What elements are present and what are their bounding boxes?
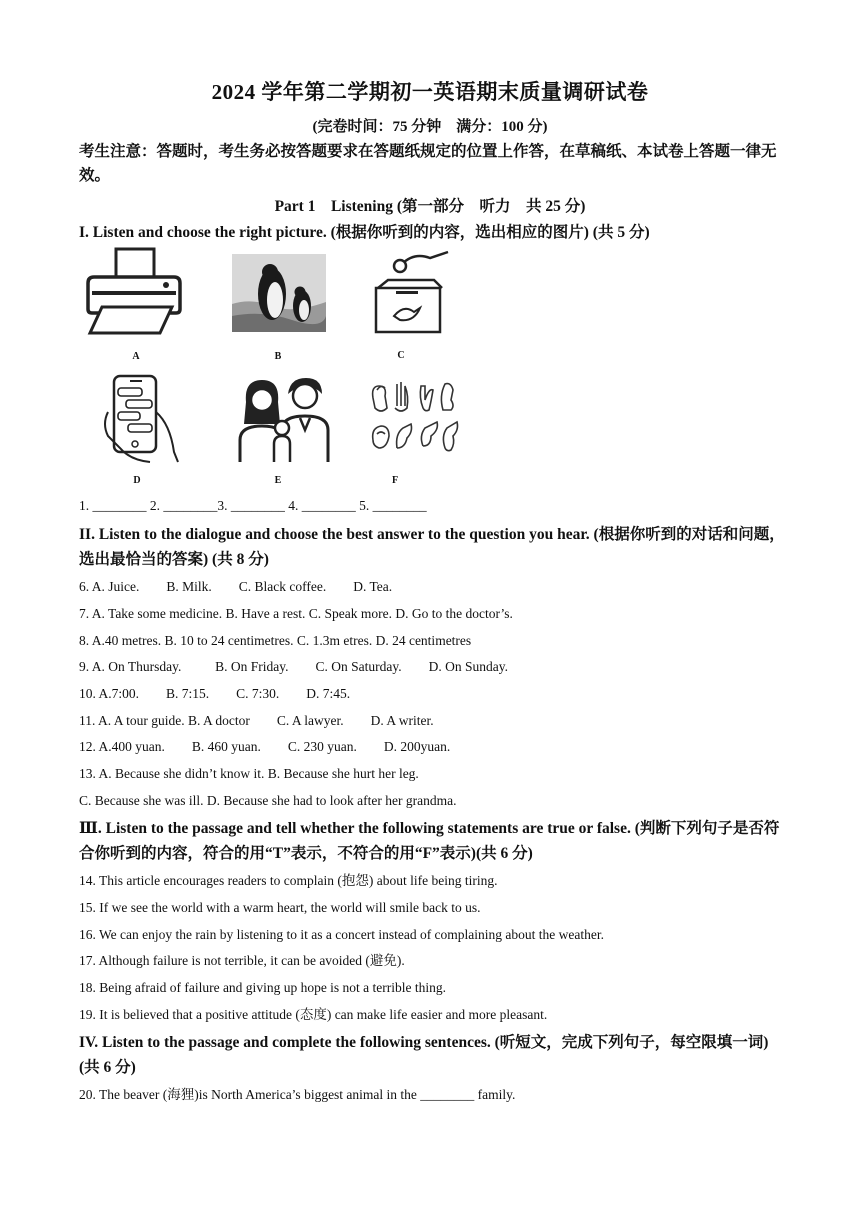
donation-box-icon bbox=[370, 250, 450, 336]
picture-label-d: D bbox=[133, 475, 141, 486]
section3-heading: Ⅲ. Listen to the passage and tell whether the following statements are true or false. (判断下列句子是否符合你听到的内容，符合的用“T”表示，不符合的用“F”表示)(共 6 分) bbox=[79, 820, 780, 862]
section1-heading: I. Listen and choose the right picture. (根据你听到的内容，选出相应的图片) (共 5 分) bbox=[79, 224, 650, 241]
statement-14: 14. This article encourages readers to complain (抱怨) about life being tiring. bbox=[79, 873, 498, 888]
picture-label-f: F bbox=[391, 475, 399, 486]
statement-15: 15. If we see the world with a warm heart, the world will smile back to us. bbox=[79, 900, 481, 915]
phone-chat-icon bbox=[100, 372, 184, 464]
question-8: 8. A.40 metres. B. 10 to 24 centimetres. C. 1.3m etres. D. 24 centimetres bbox=[79, 633, 472, 648]
printer-icon bbox=[84, 247, 184, 337]
question-9: 9. A. On Thursday. B. On Friday. C. On Saturday. D. On Sunday. bbox=[79, 659, 508, 674]
question-11: 11. A. A tour guide. B. A doctor C. A lawyer. D. A writer. bbox=[79, 713, 434, 728]
picture-label-c: C bbox=[397, 350, 405, 361]
sentence-20: 20. The beaver (海狸)is North America’s biggest animal in the ________ family. bbox=[79, 1087, 516, 1102]
question-13: 13. A. Because she didn’t know it. B. Because she hurt her leg. bbox=[79, 766, 419, 781]
picture-label-e: E bbox=[274, 475, 282, 486]
statement-18: 18. Being afraid of failure and giving up hope is not a terrible thing. bbox=[79, 980, 447, 995]
penguins-icon bbox=[232, 254, 326, 332]
exam-notice: 考生注意：答题时，考生务必按答题要求在答题纸规定的位置上作答，在草稿纸、本试卷上答题一律无效。 bbox=[79, 143, 777, 184]
question-6: 6. A. Juice. B. Milk. C. Black coffee. D. Tea. bbox=[79, 579, 393, 594]
statement-16: 16. We can enjoy the rain by listening to it as a concert instead of complaining about the weather. bbox=[79, 927, 605, 942]
section2-heading: II. Listen to the dialogue and choose the best answer to the question you hear. (根据你听到的对话和问题，选出最恰当的答案) (共 8 分) bbox=[79, 526, 785, 568]
part1-heading: Part 1 Listening (第一部分 听力 共 25 分) bbox=[274, 198, 586, 215]
question-10: 10. A.7:00. B. 7:15. C. 7:30. D. 7:45. bbox=[79, 686, 351, 701]
question-7: 7. A. Take some medicine. B. Have a rest. C. Speak more. D. Go to the doctor’s. bbox=[79, 606, 513, 621]
exam-title: 2024 学年第二学期初一英语期末质量调研试卷 bbox=[211, 80, 649, 104]
exam-subtitle: (完卷时间：75 分钟 满分：100 分) bbox=[312, 119, 548, 135]
section1-answer-blanks: 1. ________ 2. ________3. ________ 4. ________ 5. ________ bbox=[79, 498, 427, 513]
statement-17: 17. Although failure is not terrible, it can be avoided (避免). bbox=[79, 953, 405, 968]
section4-heading: IV. Listen to the passage and complete the following sentences. (听短文，完成下列句子，每空限填一词) (共 6 分) bbox=[79, 1034, 769, 1076]
sign-language-icon bbox=[367, 378, 463, 458]
statement-19: 19. It is believed that a positive attitude (态度) can make life easier and more pleasant. bbox=[79, 1007, 548, 1022]
picture-label-b: B bbox=[274, 351, 282, 362]
question-12: 12. A.400 yuan. B. 460 yuan. C. 230 yuan. D. 200yuan. bbox=[79, 739, 451, 754]
question-13-continued: C. Because she was ill. D. Because she had to look after her grandma. bbox=[79, 793, 457, 808]
family-icon bbox=[236, 374, 332, 464]
picture-label-a: A bbox=[132, 351, 140, 362]
